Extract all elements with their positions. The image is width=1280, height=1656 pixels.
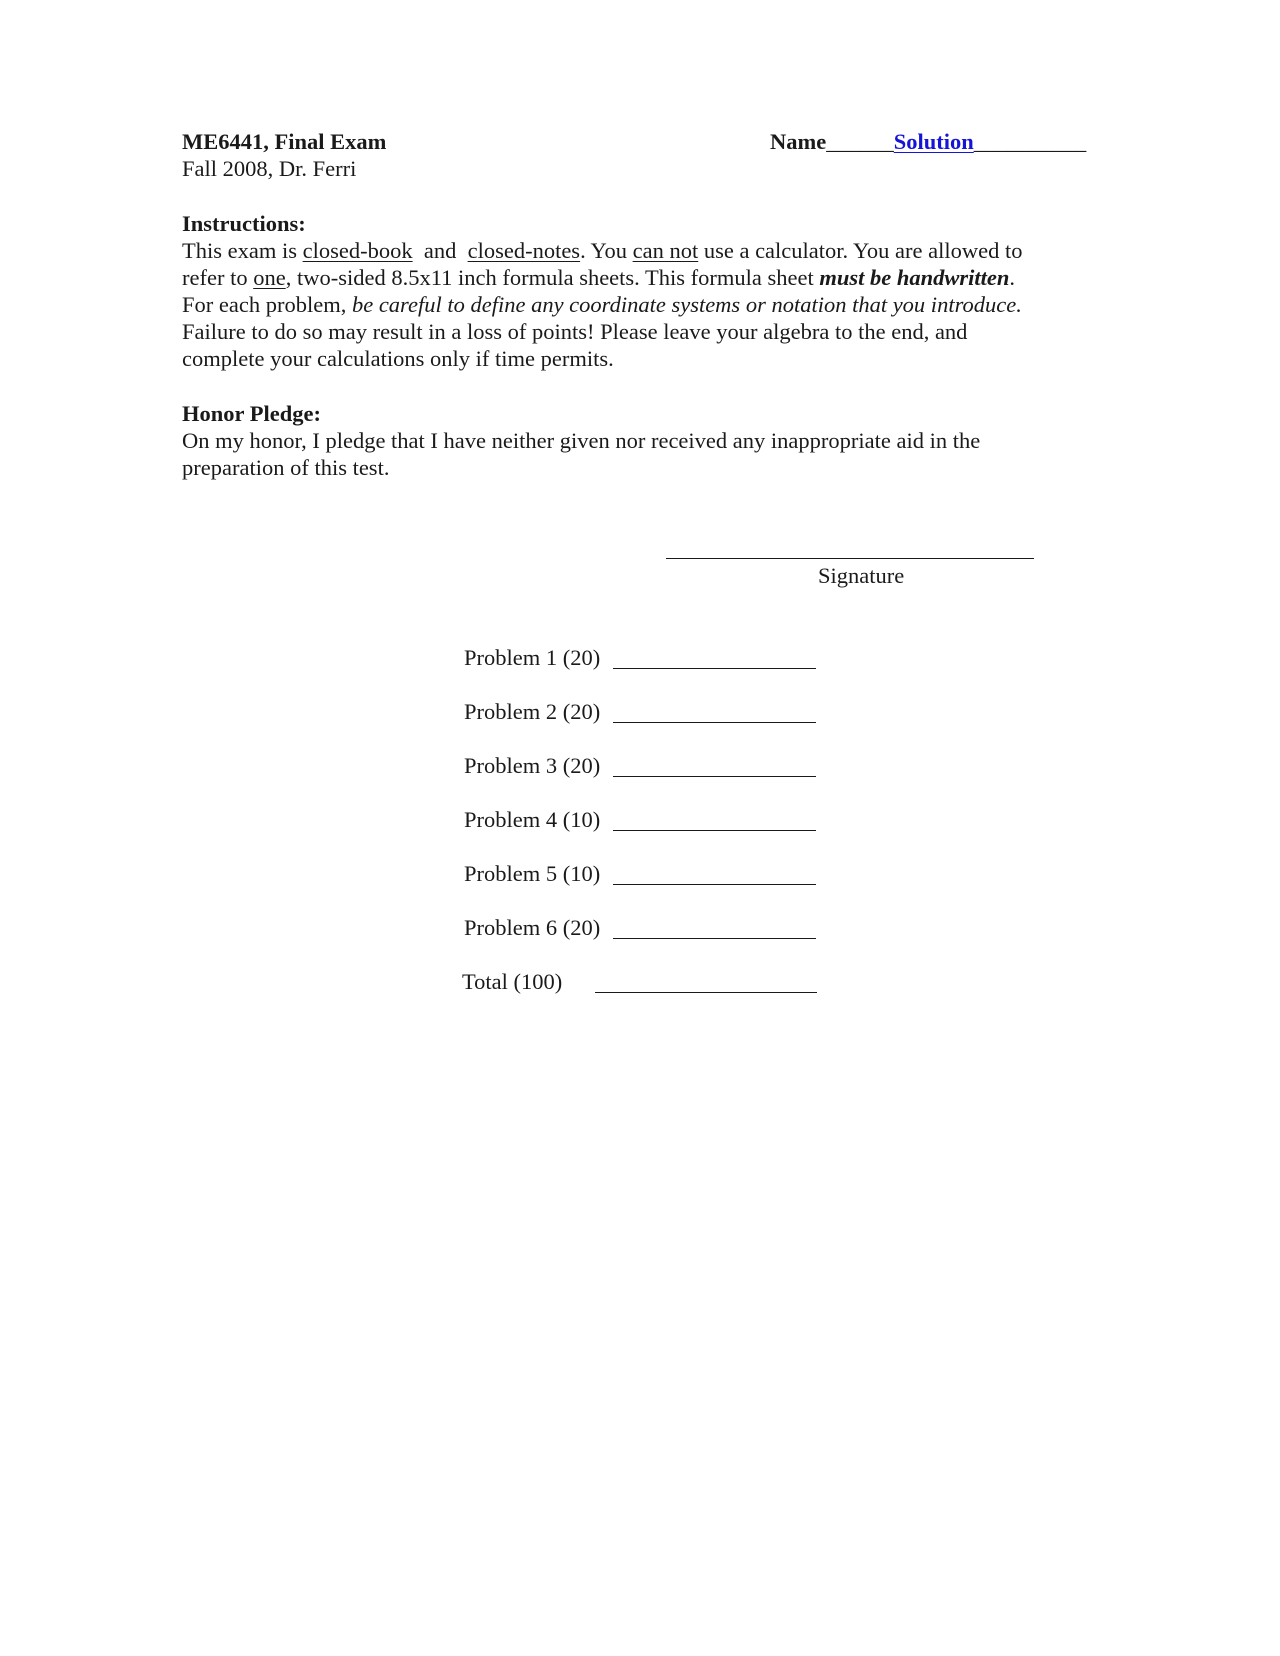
score-label-problem-5: Problem 5 (10) bbox=[464, 861, 601, 886]
instructions-heading: Instructions: bbox=[182, 211, 306, 236]
score-blank-problem-4[interactable] bbox=[613, 830, 816, 831]
score-blank-problem-3[interactable] bbox=[613, 776, 816, 777]
score-label-problem-1: Problem 1 (20) bbox=[464, 645, 601, 670]
score-label-problem-4: Problem 4 (10) bbox=[464, 807, 601, 832]
text-run: complete your calculations only if time permits. bbox=[182, 346, 614, 371]
score-label-problem-6: Problem 6 (20) bbox=[464, 915, 601, 940]
text-run: This exam is bbox=[182, 238, 303, 263]
text-run-underlined: closed-book bbox=[302, 238, 413, 263]
score-blank-problem-5[interactable] bbox=[613, 884, 816, 885]
course-title: ME6441, Final Exam bbox=[182, 129, 387, 154]
text-run: Failure to do so may result in a loss of points! Please leave your algebra to the end, and bbox=[182, 319, 968, 344]
signature-label: Signature bbox=[818, 563, 905, 588]
score-blank-problem-2[interactable] bbox=[613, 722, 816, 723]
instructions-body bbox=[182, 237, 1122, 372]
score-label-problem-3: Problem 3 (20) bbox=[464, 753, 601, 778]
term-instructor: Fall 2008, Dr. Ferri bbox=[182, 156, 357, 181]
text-run-underlined: can not bbox=[632, 238, 699, 263]
instructions-line bbox=[182, 237, 1122, 264]
text-run: . You bbox=[580, 238, 633, 263]
score-blank-total[interactable] bbox=[595, 992, 817, 993]
name-value-link[interactable]: Solution bbox=[893, 129, 974, 154]
instructions-line bbox=[182, 318, 1122, 345]
text-run-underlined: one bbox=[253, 265, 286, 290]
instructions-line bbox=[182, 264, 1122, 291]
text-run: and bbox=[412, 238, 468, 263]
name-pre-blank: ______ bbox=[826, 129, 894, 154]
text-run: , two-sided 8.5x11 inch formula sheets. This formula sheet bbox=[285, 265, 820, 290]
text-run: use a calculator. You are allowed to bbox=[698, 238, 1023, 263]
honor-heading: Honor Pledge: bbox=[182, 401, 321, 426]
score-blank-problem-1[interactable] bbox=[613, 668, 816, 669]
instructions-line bbox=[182, 345, 1122, 372]
honor-line: On my honor, I pledge that I have neither given nor received any inappropriate aid in the bbox=[182, 428, 981, 453]
text-run: For each problem, bbox=[182, 292, 352, 317]
instructions-line bbox=[182, 291, 1122, 318]
text-run: . bbox=[1009, 265, 1016, 290]
honor-body bbox=[182, 427, 1122, 481]
score-blank-problem-6[interactable] bbox=[613, 938, 816, 939]
signature-line[interactable] bbox=[666, 558, 1034, 559]
text-run: refer to bbox=[182, 265, 254, 290]
text-run-underlined: closed-notes bbox=[467, 238, 581, 263]
text-run-italic: be careful to define any coordinate systems or notation that you introduce. bbox=[351, 292, 1022, 317]
name-post-blank: __________ bbox=[973, 129, 1087, 154]
name-field bbox=[770, 128, 1086, 155]
score-label-total: Total (100) bbox=[462, 969, 563, 994]
name-label: Name bbox=[770, 129, 827, 154]
text-run-bold-italic: must be handwritten bbox=[819, 265, 1010, 290]
honor-line: preparation of this test. bbox=[182, 455, 390, 480]
score-label-problem-2: Problem 2 (20) bbox=[464, 699, 601, 724]
